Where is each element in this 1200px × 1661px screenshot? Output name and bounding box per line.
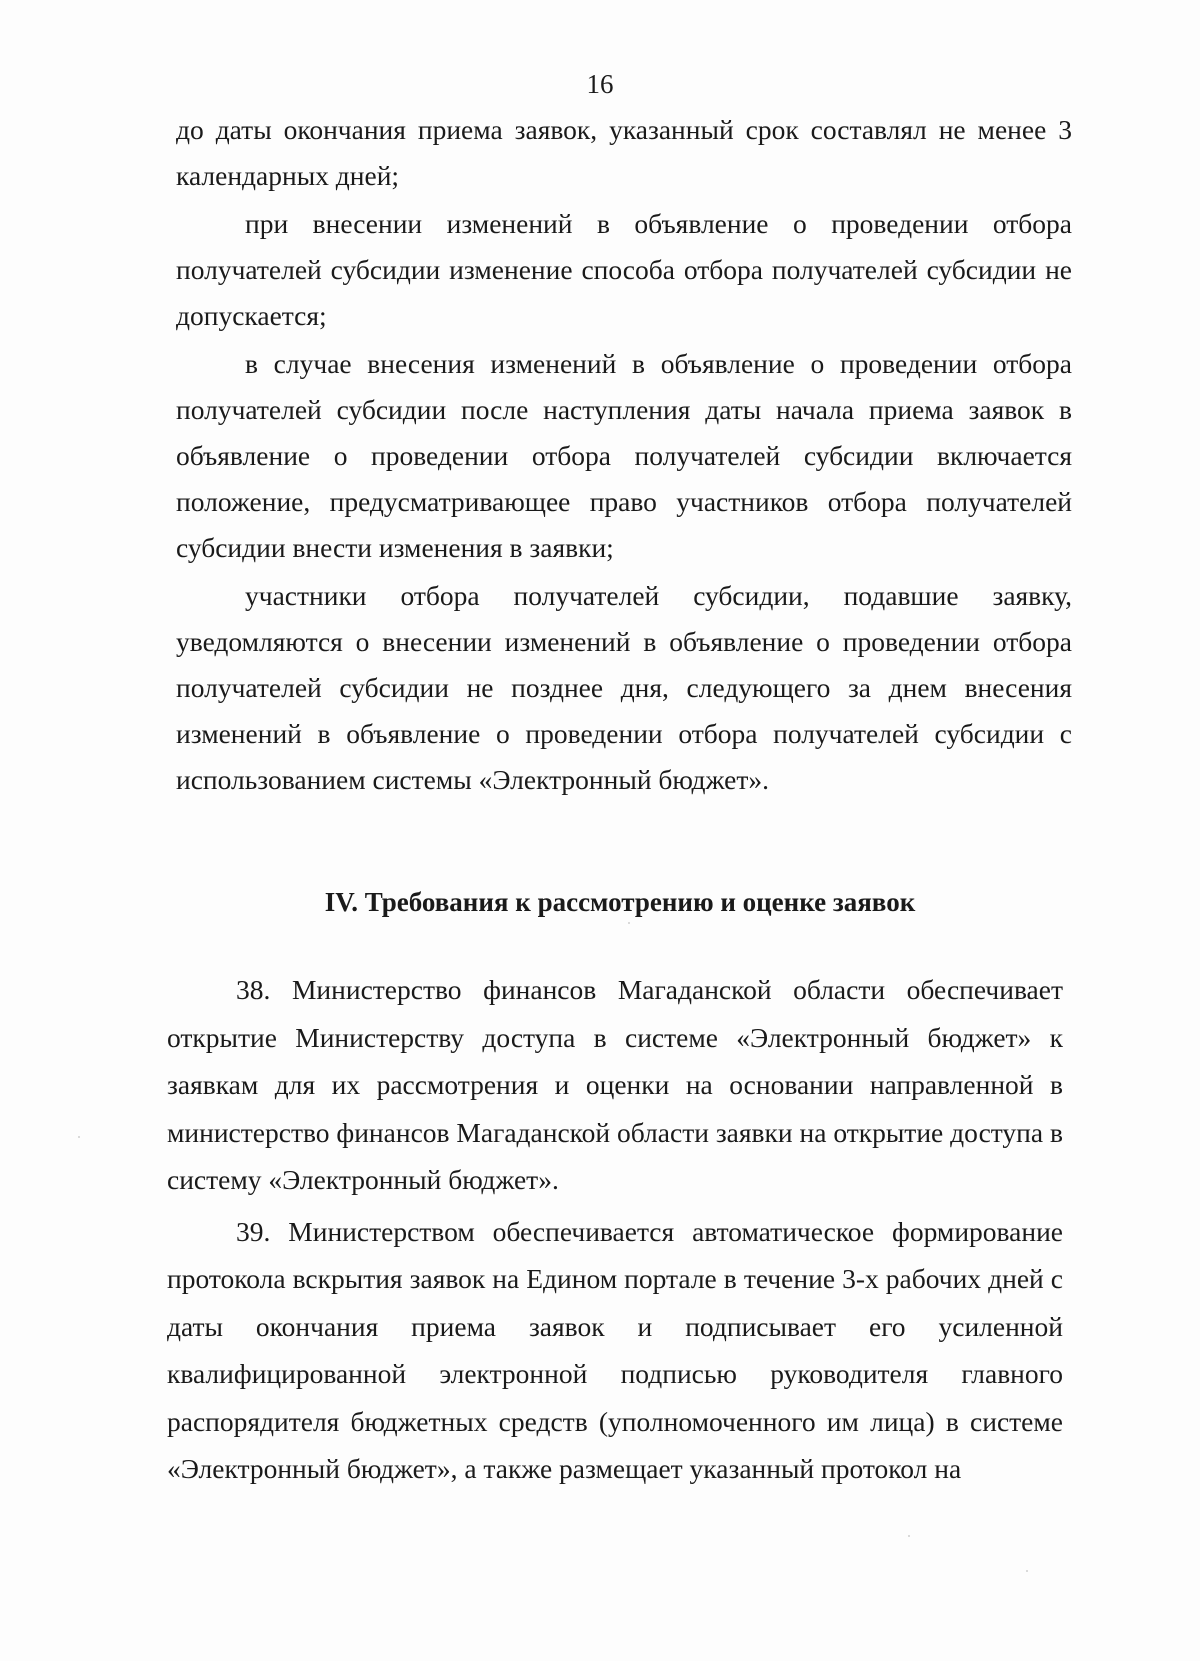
scan-speck xyxy=(628,922,630,924)
paragraph-participants-notified: участники отбора получателей субсидии, подавшие заявку, уведомляются о внесении изменений в объявление о проведении отбора получателей субсидии не позднее дня, следующего за днем внесения изменений в объявление о проведении отбора получателей субсидии с использованием системы «Электронный бюджет». xyxy=(176,580,1072,795)
text-block-continuation xyxy=(176,107,1072,803)
scan-speck xyxy=(908,1535,910,1537)
page-number: 16 xyxy=(586,69,614,99)
paragraph-no-method-change: при внесении изменений в объявление о проведении отбора получателей субсидии изменение способа отбора получателей субсидии не допускается; xyxy=(176,208,1072,331)
scan-speck xyxy=(78,1136,80,1138)
section-heading: IV. Требования к рассмотрению и оценке заявок xyxy=(324,887,916,917)
paragraph-38: 38. Министерство финансов Магаданской области обеспечивает открытие Министерству доступа в системе «Электронный бюджет» к заявкам для их рассмотрения и оценки на основании направленной в министерство финансов Магаданской области заявки на открытие доступа в систему «Электронный бюджет». xyxy=(167,974,1063,1195)
scan-speck xyxy=(1026,1570,1028,1572)
paragraph-continuation: до даты окончания приема заявок, указанный срок составлял не менее 3 календарных дней; xyxy=(176,114,1072,191)
paragraph-39: 39. Министерством обеспечивается автоматическое формирование протокола вскрытия заявок на Едином портале в течение 3-х рабочих дней с даты окончания приема заявок и подписывает его усиленной квалифицированной электронной подписью руководителя главного распорядителя бюджетных средств (уполномоченного им лица) в системе «Электронный бюджет», а также размещает указанный протокол на xyxy=(167,1215,1063,1484)
text-block-section-iv xyxy=(167,966,1063,1493)
paragraph-changes-after-start: в случае внесения изменений в объявление о проведении отбора получателей субсидии после наступления даты начала приема заявок в объявление о проведении отбора получателей субсидии включается положение, предусматривающее право участников отбора получателей субсидии внести изменения в заявки; xyxy=(176,348,1072,563)
